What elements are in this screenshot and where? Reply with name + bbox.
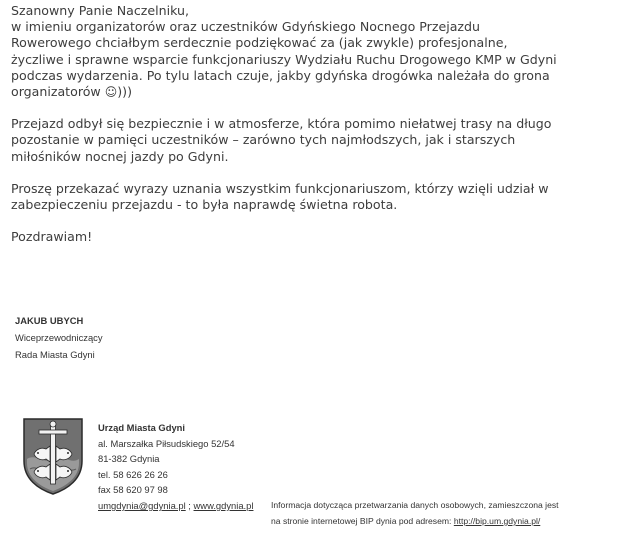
letter-body xyxy=(11,3,616,245)
link-separator: ; xyxy=(185,499,194,511)
paragraph-1-line xyxy=(11,84,616,100)
paragraph-3-line: Proszę przekazać wyrazy uznania wszystkim funkcjonariuszom, którzy wzięli udział w xyxy=(11,180,549,196)
privacy-line-2-text: na stronie internetowej BIP dynia pod adresem: xyxy=(271,516,454,526)
signature-block xyxy=(15,312,103,363)
paragraph-2-line: Przejazd odbył się bezpiecznie i w atmosferze, która pomimo niełatwej trasy na długo xyxy=(11,116,552,132)
closing: Pozdrawiam! xyxy=(11,229,93,245)
paragraph-1-line: Rowerowego chciałbym serdecznie podziękować za (jak zwykle) profesjonalne, xyxy=(11,35,508,51)
office-links xyxy=(98,498,253,514)
office-postal: 81-382 Gdynia xyxy=(98,453,160,465)
office-address: al. Marszałka Piłsudskiego 52/54 xyxy=(98,437,235,449)
paragraph-2-line: pozostanie w pamięci uczestników – zarówno tych najmłodszych, jak i starszych xyxy=(11,132,516,148)
office-fax: fax 58 620 97 98 xyxy=(98,484,168,496)
gdynia-crest-icon xyxy=(22,417,84,495)
website-link[interactable]: www.gdynia.pl xyxy=(193,499,254,511)
bip-link[interactable]: http://bip.um.gdynia.pl/ xyxy=(453,516,541,526)
signature-org: Rada Miasta Gdyni xyxy=(15,349,95,360)
privacy-line-2 xyxy=(271,513,616,529)
paragraph-3 xyxy=(11,181,616,213)
signature-role: Wiceprzewodniczący xyxy=(15,332,103,343)
signature-name: JAKUB UBYCH xyxy=(15,315,84,326)
paragraph-3-line: zabezpieczeniu przejazdu - to była naprawdę świetna robota. xyxy=(11,197,398,213)
paragraph-1 xyxy=(11,19,616,100)
paragraph-1-line: podczas wydarzenia. Po tylu latach czuje, jakby gdyńska drogówka należała do grona xyxy=(11,67,550,83)
office-title: Urząd Miasta Gdyni xyxy=(98,422,185,433)
paragraph-1-line: w imieniu organizatorów oraz uczestników Gdyńskiego Nocnego Przejazdu xyxy=(11,19,481,35)
privacy-line-1: Informacja dotycząca przetwarzania danych osobowych, zamieszczona jest xyxy=(271,500,559,510)
greeting: Szanowny Panie Naczelniku, xyxy=(11,3,190,18)
paragraph-1-line: życzliwe i sprawne wsparcie funkcjonariuszy Wydziału Ruchu Drogowego KMP w Gdyni xyxy=(11,51,557,67)
paragraph-1-last-word: organizatorów xyxy=(11,84,101,100)
smiley-icon: ☺ xyxy=(104,85,118,100)
office-info xyxy=(98,420,253,514)
office-tel: tel. 58 626 26 26 xyxy=(98,468,168,480)
email-link[interactable]: umgdynia@gdynia.pl xyxy=(98,499,186,511)
paragraph-1-end: ))) xyxy=(117,84,133,100)
paragraph-2-line: miłośników nocnej jazdy po Gdyni. xyxy=(11,148,229,164)
paragraph-2 xyxy=(11,116,616,165)
privacy-notice xyxy=(271,497,616,529)
